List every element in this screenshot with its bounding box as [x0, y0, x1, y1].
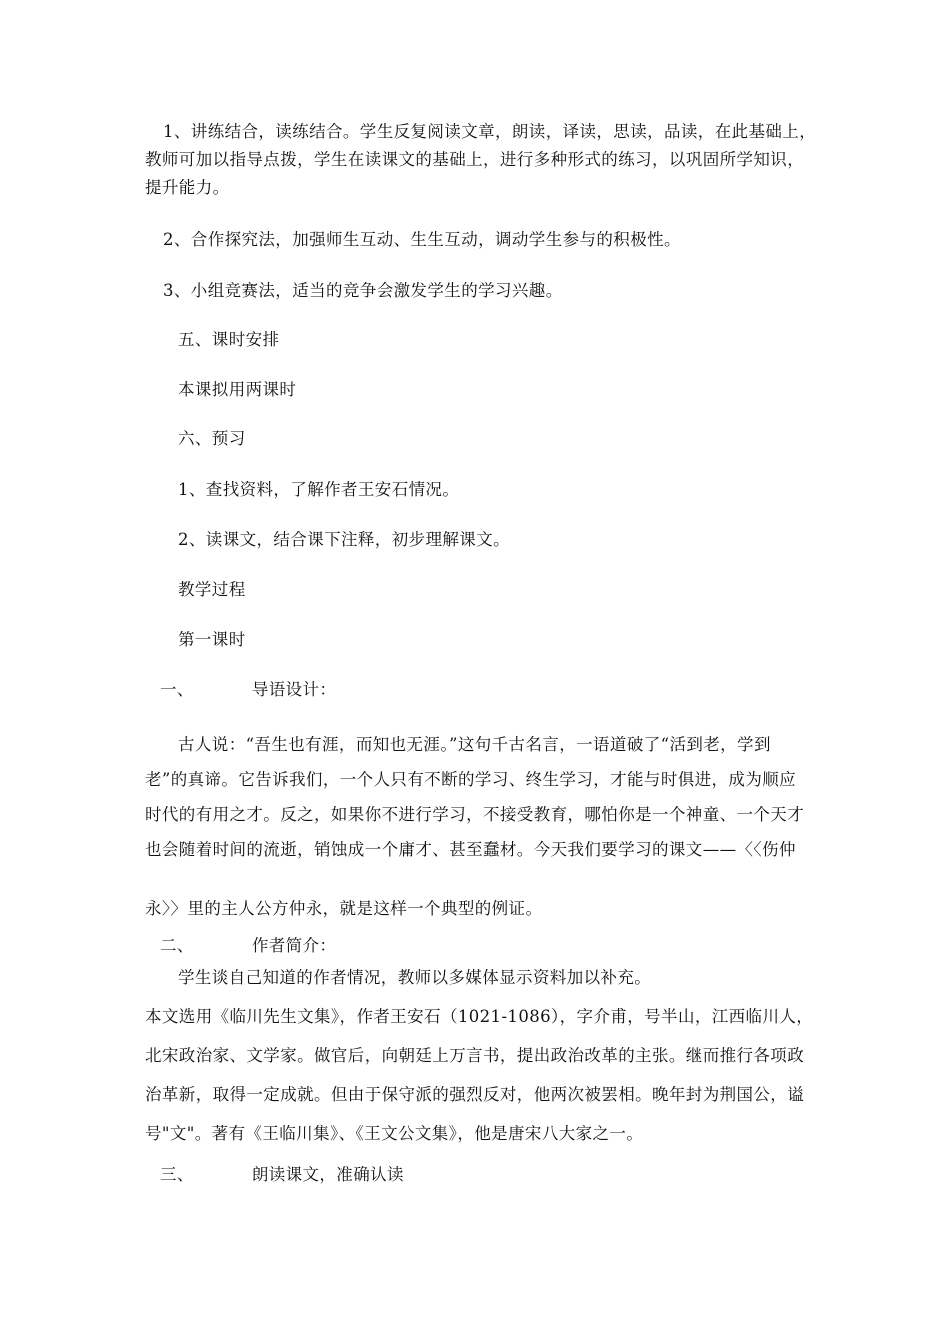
step-3-heading: [160, 1165, 404, 1185]
method-1-line-3: 提升能力。: [145, 178, 230, 197]
step-1-title: 导语设计：: [251, 680, 337, 699]
method-1-line-2: 教师可加以指导点拨，学生在读课文的基础上，进行多种形式的练习，以巩固所学知识，: [145, 150, 805, 169]
section-5-text: 本课拟用两课时: [178, 380, 297, 399]
author-line-3: 治革新，取得一定成就。但由于保守派的强烈反对，他两次被罢相。晚年封为荆国公，谥: [145, 1085, 805, 1104]
author-line-2: 北宋政治家、文学家。做官后，向朝廷上万言书，提出政治改革的主张。继而推行各项政: [145, 1046, 805, 1065]
lesson-heading: 第一课时: [178, 630, 246, 649]
teaching-process-heading: 教学过程: [178, 580, 246, 599]
author-intro-line: 学生谈自己知道的作者情况，教师以多媒体显示资料加以补充。: [178, 968, 652, 987]
section-6-heading: 六、预习: [178, 429, 246, 448]
intro-line-4: 也会随着时间的流逝，销蚀成一个庸才、甚至蠢材。今天我们要学习的课文——〈〈伤仲: [145, 840, 796, 859]
section-5-heading: 五、课时安排: [178, 330, 280, 349]
intro-line-1: 古人说：“吾生也有涯，而知也无涯。”这句千古名言，一语道破了“活到老，学到: [178, 735, 771, 754]
step-3-number: 三、: [160, 1165, 194, 1184]
author-line-1: 本文选用《临川先生文集》，作者王安石（1021-1086），字介甫，号半山，江西临川人，: [145, 1007, 814, 1026]
step-2-heading: [160, 936, 336, 956]
step-1-number: 一、: [160, 680, 194, 699]
step-2-number: 二、: [160, 936, 194, 955]
author-line-4: 号"文"。著有《王临川集》、《王文公文集》，他是唐宋八大家之一。: [145, 1124, 644, 1143]
preview-item-2: 2、读课文，结合课下注释，初步理解课文。: [178, 530, 510, 549]
preview-item-1: 1、查找资料，了解作者王安石情况。: [178, 480, 460, 499]
step-1-heading: [160, 680, 336, 700]
step-2-title: 作者简介：: [251, 936, 337, 955]
method-2: 2、合作探究法，加强师生互动、生生互动，调动学生参与的积极性。: [163, 230, 681, 249]
step-3-title: 朗读课文，准确认读: [251, 1165, 404, 1184]
intro-line-2: 老”的真谛。它告诉我们，一个人只有不断的学习、终生学习，才能与时俱进，成为顺应: [145, 770, 797, 789]
intro-line-5: 永〉〉里的主人公方仲永，就是这样一个典型的例证。: [145, 899, 543, 918]
method-1-line-1: 1、讲练结合，读练结合。学生反复阅读文章，朗读，译读，思读，品读，在此基础上，: [163, 122, 817, 141]
intro-line-3: 时代的有用之才。反之，如果你不进行学习，不接受教育，哪怕你是一个神童、一个天才: [145, 805, 805, 824]
method-3: 3、小组竞赛法，适当的竞争会激发学生的学习兴趣。: [163, 281, 563, 300]
